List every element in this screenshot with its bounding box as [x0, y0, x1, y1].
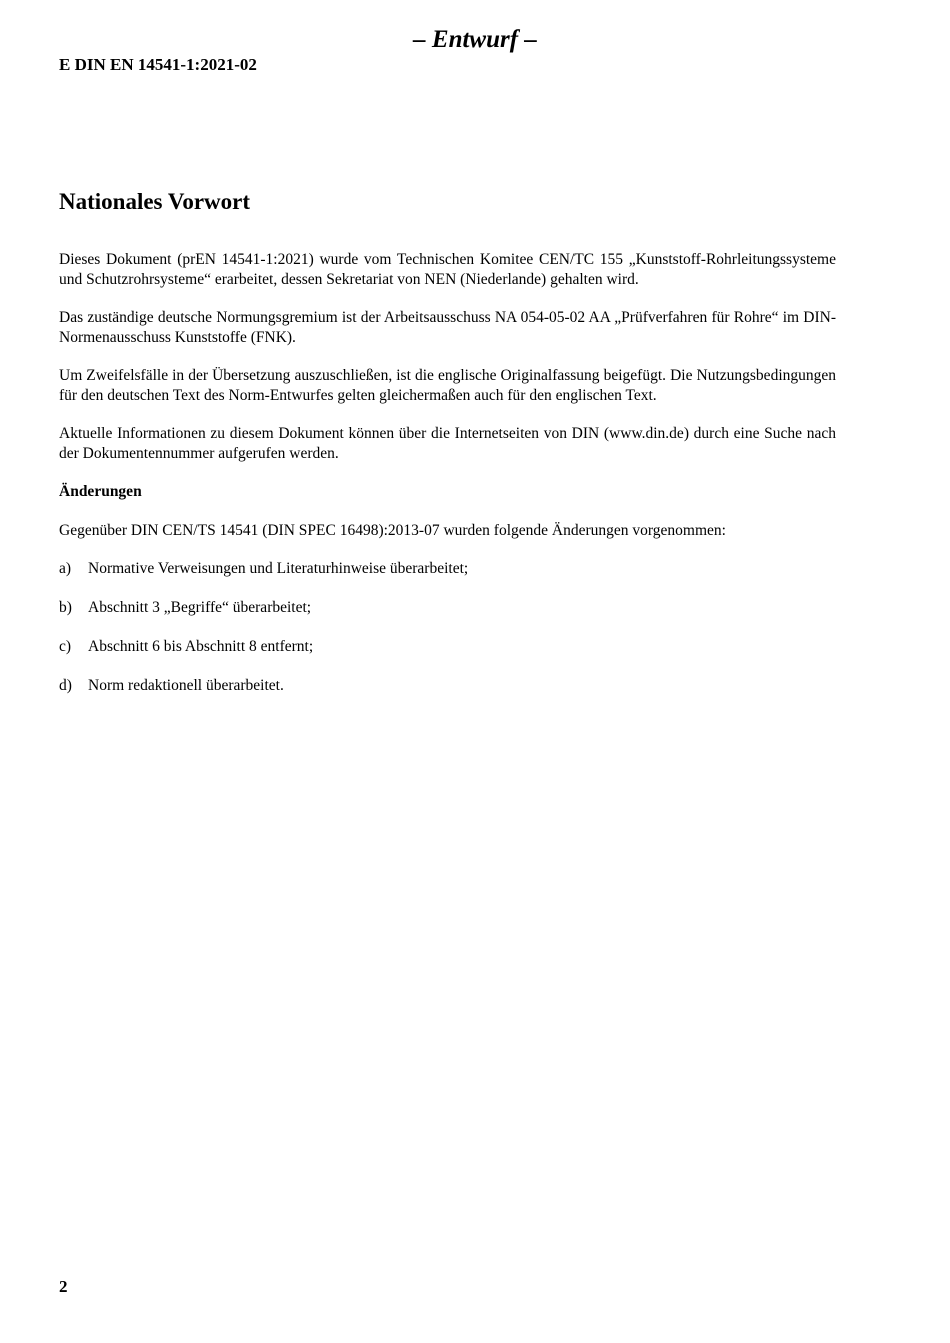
paragraph-national-body: Das zuständige deutsche Normungsgremium ist der Arbeitsausschuss NA 054-05-02 AA „Prüfverfahren für Rohre“ im DIN-Normenausschuss Kunststoffe (FNK). [59, 309, 836, 346]
list-item [59, 598, 836, 618]
list-item [59, 676, 836, 696]
list-item-text: Norm redaktionell überarbeitet. [88, 677, 284, 694]
list-marker: c) [59, 638, 72, 655]
list-item-text: Abschnitt 3 „Begriffe“ überarbeitet; [88, 599, 312, 616]
list-marker: b) [59, 599, 72, 616]
list-item [59, 637, 836, 657]
list-item-text: Abschnitt 6 bis Abschnitt 8 entfernt; [88, 638, 314, 655]
list-item-text: Normative Verweisungen und Literaturhinweise überarbeitet; [88, 560, 469, 577]
paragraph-information: Aktuelle Informationen zu diesem Dokument können über die Internetseiten von DIN (www.din.de) durch eine Suche nach der Dokumentennummer aufgerufen werden. [59, 425, 836, 462]
paragraph-translation: Um Zweifelsfälle in der Übersetzung auszuschließen, ist die englische Originalfassung beigefügt. Die Nutzungsbedingungen für den deutschen Text des Norm-Entwurfes gelten gleichermaßen auch für den englischen Text. [59, 367, 836, 404]
changes-list [59, 559, 836, 696]
page-number: 2 [59, 1277, 68, 1296]
foreword-section [59, 186, 836, 715]
section-title: Nationales Vorwort [59, 189, 251, 214]
paragraph-committee: Dieses Dokument (prEN 14541-1:2021) wurde vom Technischen Komitee CEN/TC 155 „Kunststoff-Rohrleitungssysteme und Schutzrohrsysteme“ erarbeitet, dessen Sekretariat von NEN (Niederlande) gehalten wird. [59, 251, 836, 288]
changes-heading: Änderungen [59, 483, 142, 500]
document-id: E DIN EN 14541-1:2021-02 [59, 55, 257, 74]
list-marker: d) [59, 677, 72, 694]
list-item [59, 559, 836, 579]
list-marker: a) [59, 560, 72, 577]
changes-intro: Gegenüber DIN CEN/TS 14541 (DIN SPEC 16498):2013-07 wurden folgende Änderungen vorgenommen: [59, 521, 726, 539]
draft-watermark: – Entwurf – [413, 26, 537, 53]
